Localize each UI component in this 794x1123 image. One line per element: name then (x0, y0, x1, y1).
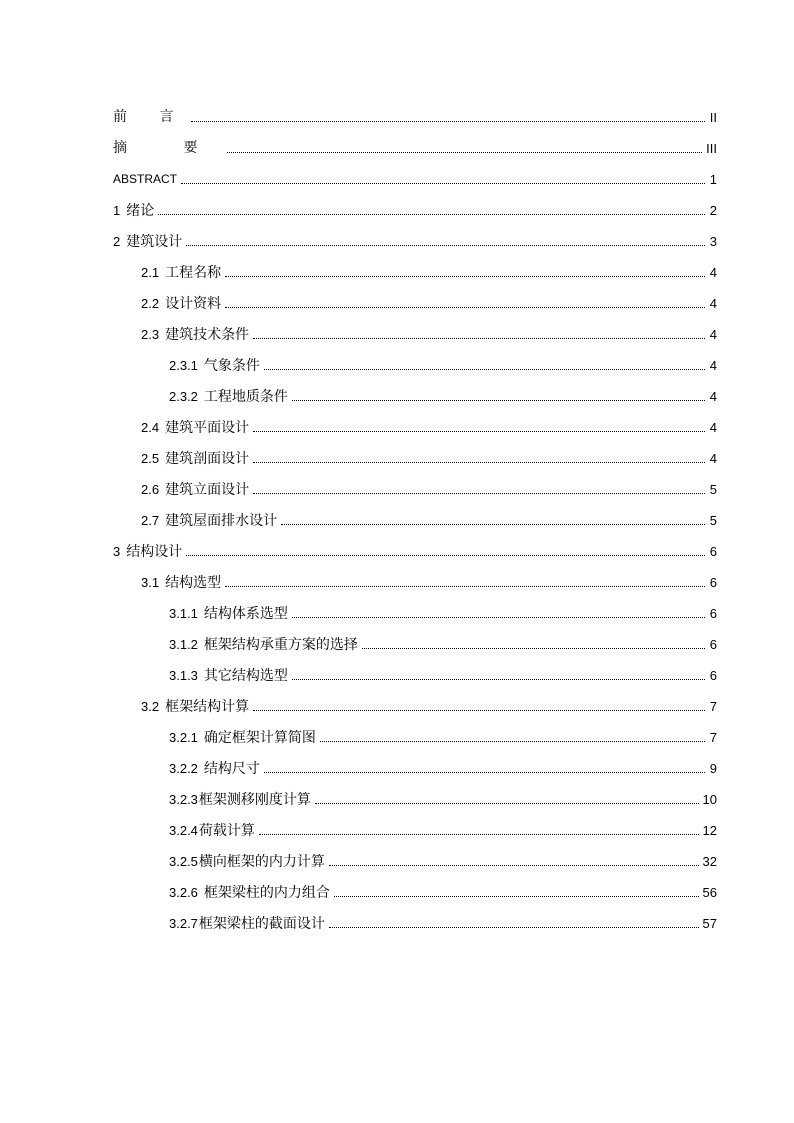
toc-entry-title (169, 877, 332, 909)
toc-entry-text: 荷载计算 (198, 822, 255, 839)
toc-entry-text: 建筑平面设计 (165, 419, 250, 436)
toc-entry-number: 2.7 (141, 512, 160, 528)
toc-entry-3-2-5[interactable] (113, 846, 717, 877)
toc-entry-title (169, 598, 290, 630)
toc-entry-3-2-2[interactable] (113, 753, 717, 784)
toc-entry-number: 3.2.6 (169, 884, 198, 900)
toc-entry-abstract-en[interactable] (113, 164, 717, 195)
toc-entry-3-2-3[interactable] (113, 784, 717, 815)
toc-dot-leader (184, 536, 707, 567)
toc-page-number: 4 (709, 265, 717, 280)
toc-entry-abstract-cn[interactable] (113, 133, 717, 164)
toc-entry-number: 2.5 (141, 450, 160, 466)
toc-page-number: 4 (709, 451, 717, 466)
toc-page-number: 1 (709, 172, 717, 187)
toc-entry-3-1-3[interactable] (113, 660, 717, 691)
toc-entry-text: 结构选型 (165, 574, 222, 591)
toc-page-number: 5 (709, 482, 717, 497)
toc-page-number: 7 (709, 699, 717, 714)
toc-entry-text: 框架结构承重方案的选择 (203, 636, 358, 653)
toc-entry-2-2[interactable] (113, 288, 717, 319)
toc-dot-leader (257, 815, 701, 846)
toc-page-number: 4 (709, 296, 717, 311)
toc-page-number: 12 (702, 823, 717, 838)
toc-entry-number: 1 (113, 202, 121, 218)
toc-entry-title (169, 815, 257, 847)
toc-entry-text: 确定框架计算简图 (203, 729, 316, 746)
toc-entry-title (141, 474, 251, 506)
toc-entry-1[interactable] (113, 195, 717, 226)
toc-entry-2-6[interactable] (113, 474, 717, 505)
toc-entry-number: 3.1 (141, 574, 160, 590)
toc-entry-3-1-2[interactable] (113, 629, 717, 660)
toc-entry-2-7[interactable] (113, 505, 717, 536)
toc-entry-title (169, 846, 327, 878)
toc-dot-leader (184, 226, 707, 257)
toc-entry-3-1-1[interactable] (113, 598, 717, 629)
toc-entry-text: 框架梁柱的内力组合 (203, 884, 330, 901)
toc-entry-title (169, 908, 327, 940)
toc-dot-leader (251, 443, 707, 474)
toc-entry-number: 2.6 (141, 481, 160, 497)
toc-entry-3-2-6[interactable] (113, 877, 717, 908)
toc-dot-leader (262, 350, 707, 381)
toc-entry-number: 3.1.1 (169, 605, 198, 621)
toc-entry-text: 工程地质条件 (203, 388, 288, 405)
toc-entry-text: 建筑屋面排水设计 (165, 512, 278, 529)
toc-page-number: 6 (709, 606, 717, 621)
toc-page-number: 6 (709, 544, 717, 559)
toc-page-number: 6 (709, 575, 717, 590)
toc-dot-leader (290, 381, 707, 412)
toc-entry-title (169, 629, 360, 661)
toc-entry-number: 3.2.3 (169, 791, 198, 807)
toc-entry-3-2-1[interactable] (113, 722, 717, 753)
toc-entry-3-2-4[interactable] (113, 815, 717, 846)
toc-entry-text: 建筑立面设计 (165, 481, 250, 498)
toc-entry-2-4[interactable] (113, 412, 717, 443)
toc-entry-3[interactable] (113, 536, 717, 567)
toc-entry-text: 建筑设计 (126, 233, 183, 250)
toc-entry-number: 2.4 (141, 419, 160, 435)
toc-dot-leader (251, 691, 707, 722)
toc-dot-leader (179, 164, 707, 195)
toc-dot-leader (360, 629, 707, 660)
toc-entry-text: 其它结构选型 (203, 667, 288, 684)
toc-entry-number: 2.2 (141, 295, 160, 311)
toc-entry-title (113, 226, 184, 258)
toc-entry-title (141, 412, 251, 444)
toc-entry-3-1[interactable] (113, 567, 717, 598)
toc-dot-leader (251, 319, 707, 350)
toc-entry-text: 框架结构计算 (165, 698, 250, 715)
toc-page-number: 57 (702, 916, 717, 931)
toc-entry-text: 设计资料 (165, 295, 222, 312)
toc-dot-leader (189, 102, 707, 133)
toc-entry-title (169, 660, 290, 692)
toc-page-number: 6 (709, 668, 717, 683)
toc-page-number: III (706, 141, 717, 156)
toc-dot-leader (156, 195, 707, 226)
toc-dot-leader (251, 474, 707, 505)
toc-entry-2-3-2[interactable] (113, 381, 717, 412)
toc-page-number: II (709, 110, 717, 125)
toc-page-number: 5 (709, 513, 717, 528)
toc-entry-3-2-7[interactable] (113, 908, 717, 939)
toc-entry-title (169, 350, 262, 382)
toc-entry-title (141, 288, 223, 320)
toc-dot-leader (225, 133, 704, 164)
toc-page-number: 7 (709, 730, 717, 745)
toc-entry-title: ABSTRACT (113, 172, 178, 186)
toc-entry-title: 摘 要 (113, 140, 224, 156)
toc-entry-text: 结构体系选型 (203, 605, 288, 622)
toc-entry-title (141, 567, 223, 599)
toc-dot-leader (223, 257, 707, 288)
toc-entry-text: 横向框架的内力计算 (198, 853, 325, 870)
toc-entry-number: 2.1 (141, 264, 160, 280)
toc-entry-number: 3.2.4 (169, 822, 198, 838)
toc-entry-text: 绪论 (126, 202, 155, 219)
toc-dot-leader (279, 505, 707, 536)
toc-entry-text: 框架梁柱的截面设计 (198, 915, 325, 932)
toc-entry-text: 结构尺寸 (203, 760, 260, 777)
toc-entry-title (141, 691, 251, 723)
toc-page-number: 3 (709, 234, 717, 249)
toc-page-number: 6 (709, 637, 717, 652)
toc-entry-title (141, 505, 279, 537)
toc-dot-leader (327, 908, 701, 939)
toc-entry-number: 2.3.1 (169, 357, 198, 373)
toc-entry-number: 3.1.3 (169, 667, 198, 683)
toc-entry-text: 建筑剖面设计 (165, 450, 250, 467)
toc-page-number: 4 (709, 358, 717, 373)
toc-entry-preface[interactable] (113, 102, 717, 133)
toc-entry-2-3-1[interactable] (113, 350, 717, 381)
toc-entry-text: 工程名称 (165, 264, 222, 281)
toc-entry-text: 结构设计 (126, 543, 183, 560)
toc-entry-number: 3.1.2 (169, 636, 198, 652)
toc-page-number: 4 (709, 389, 717, 404)
toc-entry-number: 3 (113, 543, 121, 559)
toc-entry-2[interactable] (113, 226, 717, 257)
toc-page-number: 2 (709, 203, 717, 218)
toc-entry-3-2[interactable] (113, 691, 717, 722)
toc-page-number: 32 (702, 854, 717, 869)
toc-dot-leader (262, 753, 707, 784)
toc-dot-leader (251, 412, 707, 443)
toc-entry-number: 3.2.1 (169, 729, 198, 745)
toc-dot-leader (223, 567, 707, 598)
toc-entry-number: 2 (113, 233, 121, 249)
toc-entry-number: 3.2 (141, 698, 160, 714)
toc-dot-leader (327, 846, 701, 877)
toc-entry-number: 3.2.7 (169, 915, 198, 931)
toc-page-number: 4 (709, 420, 717, 435)
toc-page-number: 9 (709, 761, 717, 776)
toc-page-number: 10 (702, 792, 717, 807)
toc-entry-title (169, 722, 318, 754)
toc-entry-title (141, 443, 251, 475)
toc-entry-title (169, 784, 313, 816)
toc-page-number: 4 (709, 327, 717, 342)
toc-entry-number: 2.3.2 (169, 388, 198, 404)
toc-entry-2-1[interactable] (113, 257, 717, 288)
toc-entry-text: 建筑技术条件 (165, 326, 250, 343)
toc-entry-2-3[interactable] (113, 319, 717, 350)
toc-entry-number: 3.2.5 (169, 853, 198, 869)
toc-entry-title (113, 195, 156, 227)
toc-entry-2-5[interactable] (113, 443, 717, 474)
toc-dot-leader (290, 660, 707, 691)
toc-entry-title (141, 257, 223, 289)
toc-dot-leader (313, 784, 701, 815)
toc-entry-title (113, 536, 184, 568)
toc-entry-text: 气象条件 (203, 357, 260, 374)
toc-dot-leader (223, 288, 707, 319)
toc-entry-text: 框架测移刚度计算 (198, 791, 311, 808)
toc-entry-title (141, 319, 251, 351)
toc-entry-title: 前 言 (113, 109, 188, 125)
toc-entry-number: 2.3 (141, 326, 160, 342)
toc-entry-title (169, 753, 262, 785)
toc-page-number: 56 (702, 885, 717, 900)
toc-dot-leader (290, 598, 707, 629)
toc-entry-title (169, 381, 290, 413)
toc-entry-number: 3.2.2 (169, 760, 198, 776)
toc-dot-leader (332, 877, 701, 908)
table-of-contents (113, 102, 717, 939)
toc-dot-leader (318, 722, 707, 753)
